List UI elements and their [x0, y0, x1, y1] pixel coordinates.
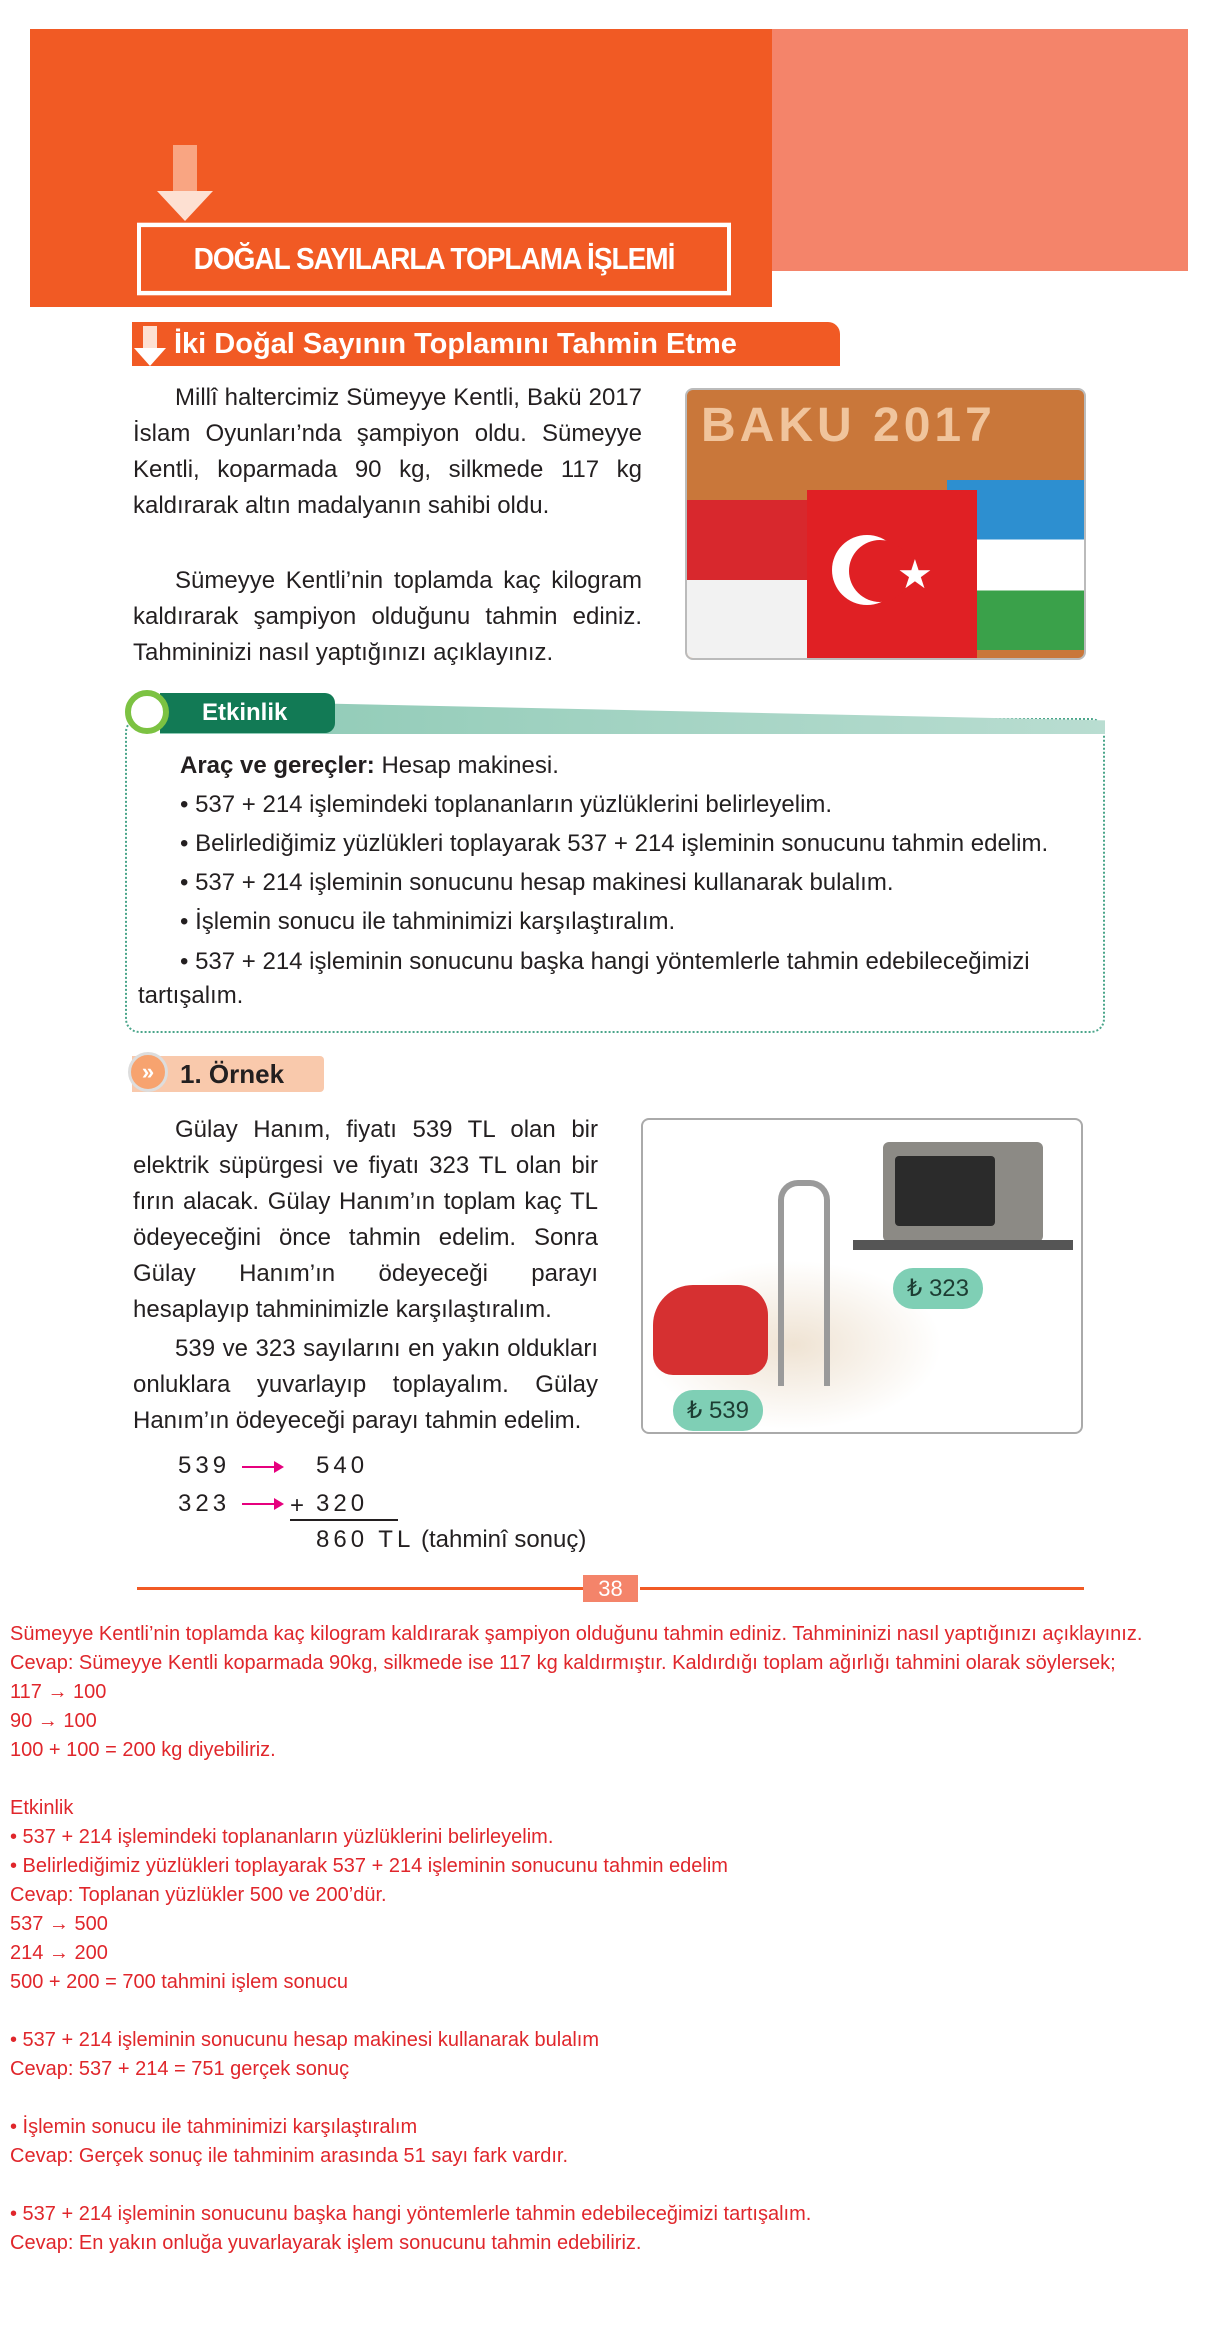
activity-item: • 537 + 214 işleminin sonucunu başka hangi yöntemlerle tahmin edebileceğimizi	[180, 948, 1030, 975]
answer-line: 214 → 200	[10, 1942, 108, 1964]
answer-notes	[10, 1620, 1200, 2258]
section-heading	[132, 322, 840, 366]
example-label: 1. Örnek	[132, 1056, 324, 1092]
activity-item: • İşlemin sonucu ile tahminimizi karşılaştıralım.	[180, 908, 676, 935]
answer-line: • Belirlediğimiz yüzlükleri toplayarak 537 + 214 işleminin sonucunu tahmin edelim	[10, 1855, 728, 1877]
indonesia-flag	[687, 500, 817, 660]
photo-sign: BAKU 2017	[701, 399, 996, 452]
section-heading-text: İki Doğal Sayının Toplamını Tahmin Etme	[174, 327, 737, 360]
answer-line: Cevap: En yakın onluğa yuvarlayarak işlem sonucunu tahmin edebiliriz.	[10, 2232, 642, 2254]
footer-divider	[640, 1587, 1084, 1590]
answer-line: 100 + 100 = 200 kg diyebiliriz.	[10, 1739, 276, 1761]
vacuum-hose	[778, 1180, 830, 1386]
calc-b: 323	[178, 1490, 231, 1517]
result-value: 860 TL	[316, 1526, 415, 1553]
arrow-icon	[242, 1466, 282, 1468]
header-banner-accent	[772, 29, 1188, 271]
turkey-flag: ★	[807, 490, 977, 660]
arrow-icon	[242, 1503, 282, 1505]
activity-item: • 537 + 214 işlemindeki toplananların yüzlüklerini belirleyelim.	[180, 791, 833, 818]
footer-divider	[137, 1587, 583, 1590]
oven-price-tag: ₺ 323	[893, 1268, 983, 1309]
answer-line: 500 + 200 = 700 tahmini işlem sonucu	[10, 1971, 348, 1993]
answer-line: • 537 + 214 işleminin sonucunu başka hangi yöntemlerle tahmin edebileceğimizi tartışalım.	[10, 2203, 812, 2225]
answer-line: Cevap: Gerçek sonuç ile tahminim arasında 51 sayı fark vardır.	[10, 2145, 569, 2167]
example-paragraph-2: 539 ve 323 sayılarını en yakın oldukları onluklara yuvarlayıp toplayalım. Gülay Hanım’ın ödeyeceği parayı tahmin edelim.	[133, 1335, 598, 1434]
shelf	[853, 1240, 1073, 1250]
result-note: (tahminî sonuç)	[420, 1526, 587, 1553]
answer-line: 117 → 100	[10, 1681, 107, 1703]
microwave-oven	[883, 1142, 1043, 1242]
answer-spacer	[10, 1997, 1200, 2026]
appliances-illustration	[641, 1118, 1083, 1434]
answer-line: Cevap: Toplanan yüzlükler 500 ve 200’dür.	[10, 1884, 387, 1906]
answer-line: 537 → 500	[10, 1913, 108, 1935]
weightlifting-podium-photo	[685, 388, 1086, 660]
down-arrow-icon	[157, 145, 213, 221]
answer-line: Cevap: 537 + 214 = 751 gerçek sonuç	[10, 2058, 350, 2080]
calc-b-rounded: 320	[316, 1490, 369, 1517]
answer-line: • 537 + 214 işleminin sonucunu hesap makinesi kullanarak bulalım	[10, 2029, 600, 2051]
tools-value: Hesap makinesi.	[374, 752, 559, 779]
vacuum-cleaner	[653, 1285, 768, 1375]
answer-line: Cevap: Sümeyye Kentli koparmada 90kg, silkmede ise 117 kg kaldırmıştır. Kaldırdığı toplam ağırlığı tahmini olarak söylersek;	[10, 1652, 1116, 1674]
calc-a: 539	[178, 1452, 231, 1479]
page-title: DOĞAL SAYILARLA TOPLAMA İŞLEMİ	[137, 223, 731, 296]
activity-tools	[180, 752, 559, 780]
activity-item-continued: tartışalım.	[138, 982, 244, 1009]
answer-spacer	[10, 2171, 1200, 2200]
answer-line: Sümeyye Kentli’nin toplamda kaç kilogram kaldırarak şampiyon olduğunu tahmin ediniz. Tahmininizi nasıl yaptığınızı açıklayınız.	[10, 1623, 1143, 1645]
sum-line	[290, 1519, 398, 1521]
cycle-icon	[125, 690, 169, 734]
calc-a-rounded: 540	[316, 1452, 369, 1479]
intro-paragraph-1: Millî haltercimiz Sümeyye Kentli, Bakü 2017 İslam Oyunları’nda şampiyon oldu. Sümeyye Kentli, koparmada 90 kg, silkmede 117 kg kaldırarak altın madalyanın sahibi oldu.	[133, 384, 642, 519]
activity-item: • 537 + 214 işleminin sonucunu hesap makinesi kullanarak bulalım.	[180, 869, 894, 896]
down-arrow-icon	[134, 326, 166, 366]
answer-spacer	[10, 1765, 1200, 1794]
vacuum-price-tag: ₺ 539	[673, 1390, 763, 1431]
activity-item: • Belirlediğimiz yüzlükleri toplayarak 537 + 214 işleminin sonucunu tahmin edelim.	[180, 830, 1049, 857]
answer-line: 90 → 100	[10, 1710, 97, 1732]
calc-result	[316, 1526, 586, 1554]
answer-line: • 537 + 214 işlemindeki toplananların yüzlüklerini belirleyelim.	[10, 1826, 554, 1848]
answer-line: • İşlemin sonucu ile tahminimizi karşılaştıralım	[10, 2116, 418, 2138]
double-chevron-icon: »	[128, 1052, 168, 1092]
answer-spacer	[10, 2084, 1200, 2113]
answer-line: Etkinlik	[10, 1797, 74, 1819]
example-paragraph-1: Gülay Hanım, fiyatı 539 TL olan bir elektrik süpürgesi ve fiyatı 323 TL olan bir fırın alacak. Gülay Hanım’ın toplam kaç TL ödeyeceğini önce tahmin edelim. Sonra Gülay Hanım’ın ödeyeceği parayı hesaplayıp tahminimizle karşılaştıralım.	[133, 1116, 598, 1323]
calc-plus: +	[290, 1492, 309, 1519]
tools-label: Araç ve gereçler:	[180, 752, 375, 779]
activity-label: Etkinlik	[160, 693, 335, 733]
page-number: 38	[583, 1575, 638, 1602]
intro-paragraph-2: Sümeyye Kentli’nin toplamda kaç kilogram kaldırarak şampiyon olduğunu tahmin ediniz. Tahmininizi nasıl yaptığınızı açıklayınız.	[133, 567, 642, 666]
